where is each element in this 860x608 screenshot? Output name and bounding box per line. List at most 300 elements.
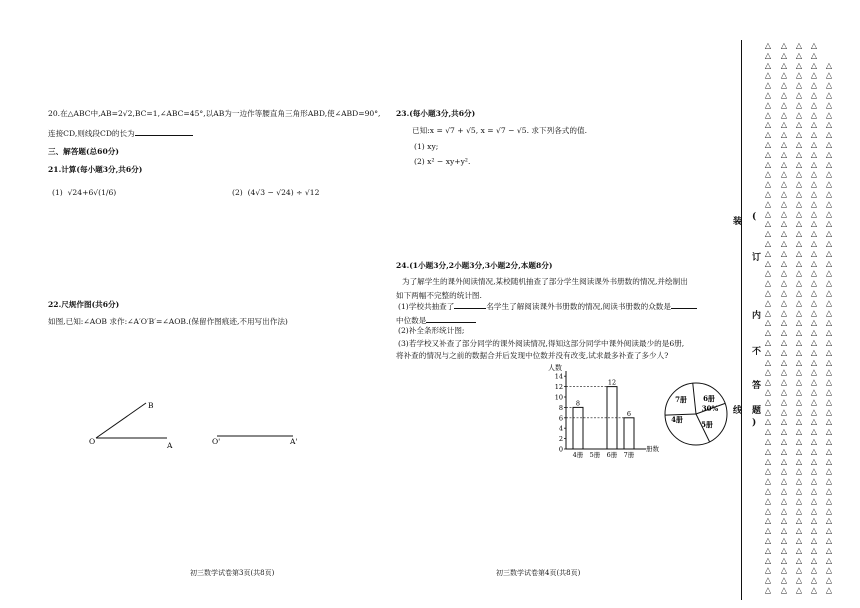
q23-given: 已知:x = √7 + √5, x = √7 − √5. 求下列各式的值. (412, 126, 587, 135)
triangle-mark-icon: △ (764, 328, 772, 338)
triangle-mark-icon: △ (810, 347, 818, 357)
q24-sub1-text-c: 中位数是 (396, 316, 427, 325)
triangle-mark-icon: △ (780, 407, 788, 417)
triangle-mark-icon: △ (780, 526, 788, 536)
label-o-prime: O' (212, 437, 221, 446)
triangle-mark-icon: △ (780, 239, 788, 248)
triangle-mark-icon: △ (825, 427, 833, 437)
triangle-mark-icon: △ (810, 41, 818, 50)
triangle-mark-icon: △ (764, 387, 772, 397)
binding-char-ding: 订 (752, 253, 762, 263)
triangle-mark-icon: △ (825, 437, 833, 446)
binding-char-xian: 线 (733, 406, 743, 416)
triangle-mark-icon: △ (810, 496, 818, 506)
triangle-mark-icon: △ (780, 219, 788, 229)
triangle-mark-icon: △ (825, 367, 833, 377)
triangle-mark-icon: △ (810, 60, 818, 70)
triangle-mark-icon: △ (825, 387, 833, 397)
triangle-mark-icon: △ (795, 110, 803, 120)
triangle-mark-icon: △ (810, 318, 818, 328)
triangle-mark-icon: △ (764, 347, 772, 357)
triangle-mark-icon: △ (764, 417, 772, 427)
x-axis-label: 册数 (646, 445, 659, 453)
triangle-mark-icon: △ (795, 427, 803, 437)
triangle-mark-icon: △ (764, 179, 772, 189)
triangle-mark-icon: △ (825, 248, 833, 258)
triangle-mark-icon: △ (810, 70, 818, 80)
q24-para1a: 为了解学生的课外阅读情况,某校随机抽查了部分学生阅读课外书册数的情况,并绘制出 (402, 277, 688, 286)
y-tick-label: 14 (554, 372, 563, 381)
triangle-mark-icon: △ (795, 120, 803, 130)
triangle-mark-icon: △ (795, 486, 803, 496)
triangle-mark-icon: △ (810, 159, 818, 169)
footer-page4: 初三数学试卷第4页(共8页) (496, 569, 581, 577)
triangle-mark-icon: △ (795, 417, 803, 427)
triangle-mark-icon: △ (764, 338, 772, 347)
triangle-mark-icon: △ (795, 189, 803, 199)
triangle-mark-icon: △ (780, 377, 788, 387)
triangle-mark-icon: △ (825, 456, 833, 466)
triangle-mark-icon: △ (795, 536, 803, 545)
triangle-mark-icon: △ (795, 466, 803, 476)
q21-part2-expression: (4√3 − √24) ÷ √12 (247, 188, 320, 197)
triangle-mark-icon: △ (795, 516, 803, 526)
triangle-mark-icon: △ (795, 456, 803, 466)
triangle-mark-icon: △ (825, 239, 833, 248)
q20-line1: 20.在△ABC中,AB=2√2,BC=1,∠ABC=45°,以AB为一边作等腰直角三角形ABD,使∠ABD=90°, (48, 109, 381, 118)
triangle-mark-icon: △ (780, 140, 788, 149)
triangle-mark-icon: △ (795, 367, 803, 377)
triangle-mark-icon: △ (780, 496, 788, 506)
triangle-mark-icon: △ (780, 367, 788, 377)
q24-sub1-text-a: (1)学校共抽查了 (398, 302, 455, 311)
triangle-mark-icon: △ (795, 496, 803, 506)
y-tick-label: 4 (558, 424, 563, 433)
triangle-mark-icon: △ (825, 575, 833, 585)
triangle-mark-icon: △ (795, 70, 803, 80)
triangle-mark-icon: △ (810, 110, 818, 120)
q21-part1-expression: √24+6√(1/6) (67, 188, 117, 197)
triangle-mark-icon: △ (764, 149, 772, 159)
triangle-mark-icon: △ (810, 397, 818, 407)
triangle-mark-icon: △ (780, 516, 788, 526)
triangle-mark-icon: △ (780, 347, 788, 357)
triangle-mark-icon: △ (825, 179, 833, 189)
triangle-mark-icon: △ (810, 427, 818, 437)
y-tick-label: 10 (554, 393, 563, 402)
triangle-mark-icon: △ (764, 229, 772, 239)
bar-data-label: 6 (626, 409, 632, 418)
triangle-mark-icon: △ (780, 446, 788, 456)
triangle-mark-icon: △ (764, 575, 772, 585)
triangle-mark-icon: △ (780, 565, 788, 575)
triangle-mark-icon: △ (764, 120, 772, 130)
triangle-mark-icon: △ (780, 417, 788, 427)
triangle-mark-icon: △ (764, 536, 772, 545)
triangle-mark-icon: △ (825, 140, 833, 149)
triangle-mark-icon: △ (810, 278, 818, 288)
triangle-mark-icon: △ (825, 149, 833, 159)
triangle-mark-icon: △ (825, 229, 833, 239)
triangle-mark-icon: △ (810, 437, 818, 446)
triangle-mark-icon: △ (795, 328, 803, 338)
triangle-mark-icon: △ (764, 288, 772, 298)
pie-slice-label: 5册 (701, 420, 713, 429)
triangle-mark-icon: △ (795, 565, 803, 575)
triangle-mark-icon: △ (764, 407, 772, 417)
triangle-mark-icon: △ (810, 486, 818, 496)
triangle-mark-icon: △ (825, 486, 833, 496)
triangle-mark-icon: △ (825, 536, 833, 545)
label-b: B (148, 401, 154, 410)
triangle-mark-icon: △ (825, 308, 833, 318)
triangle-mark-icon: △ (764, 516, 772, 526)
q22-text: 如图,已知:∠AOB 求作:∠A′O′B′=∠AOB.(保留作图痕迹,不用写出作法) (48, 317, 288, 326)
triangle-mark-icon: △ (825, 357, 833, 367)
triangle-mark-icon: △ (795, 397, 803, 407)
triangle-mark-icon: △ (764, 268, 772, 278)
triangle-mark-icon: △ (810, 536, 818, 545)
triangle-mark-icon: △ (780, 585, 788, 595)
triangle-mark-icon: △ (780, 248, 788, 258)
triangle-mark-icon: △ (825, 110, 833, 120)
triangle-mark-icon: △ (795, 50, 803, 60)
triangle-mark-icon: △ (810, 298, 818, 308)
q24-sub1-text-b: 名学生了解阅读课外书册数的情况,阅读书册数的众数是 (486, 302, 671, 311)
triangle-mark-icon: △ (810, 239, 818, 248)
y-tick-label: 0 (558, 445, 563, 454)
triangle-mark-icon: △ (795, 555, 803, 565)
triangle-mark-icon: △ (795, 100, 803, 110)
triangle-mark-icon: △ (795, 199, 803, 209)
triangle-mark-icon: △ (764, 199, 772, 209)
triangle-mark-icon: △ (810, 179, 818, 189)
triangle-mark-icon: △ (810, 120, 818, 130)
triangle-mark-icon: △ (780, 209, 788, 219)
triangle-mark-icon: △ (810, 90, 818, 100)
triangle-mark-icon: △ (795, 288, 803, 298)
triangle-mark-icon: △ (795, 80, 803, 90)
triangle-mark-icon: △ (810, 248, 818, 258)
triangle-mark-icon: △ (810, 407, 818, 417)
triangle-mark-icon: △ (810, 565, 818, 575)
category-label: 5册 (589, 451, 601, 459)
binding-char-zhuang: 装 (733, 217, 743, 227)
triangle-mark-icon: △ (795, 446, 803, 456)
triangle-mark-icon: △ (825, 288, 833, 298)
triangle-mark-icon: △ (810, 417, 818, 427)
q24-para1b: 如下两幅不完整的统计图. (396, 291, 482, 300)
triangle-mark-icon: △ (780, 288, 788, 298)
triangle-mark-icon: △ (795, 60, 803, 70)
triangle-mark-icon: △ (764, 308, 772, 318)
triangle-mark-icon: △ (795, 506, 803, 516)
triangle-mark-icon: △ (780, 387, 788, 397)
triangle-mark-icon: △ (795, 437, 803, 446)
triangle-mark-icon: △ (825, 199, 833, 209)
triangle-mark-icon: △ (764, 110, 772, 120)
triangle-mark-icon: △ (780, 90, 788, 100)
triangle-mark-icon: △ (795, 159, 803, 169)
triangle-mark-icon: △ (825, 268, 833, 278)
triangle-mark-icon: △ (764, 169, 772, 179)
triangle-mark-icon: △ (780, 100, 788, 110)
triangle-mark-icon: △ (764, 427, 772, 437)
y-tick-label: 2 (558, 435, 563, 444)
triangle-mark-icon: △ (780, 169, 788, 179)
triangle-mark-icon: △ (764, 585, 772, 595)
triangle-mark-icon: △ (764, 397, 772, 407)
triangle-mark-icon: △ (764, 357, 772, 367)
triangle-mark-icon: △ (810, 526, 818, 536)
triangle-mark-icon: △ (795, 149, 803, 159)
triangle-mark-icon: △ (810, 219, 818, 229)
triangle-mark-icon: △ (795, 298, 803, 308)
triangle-mark-icon: △ (795, 268, 803, 278)
triangle-mark-icon: △ (780, 318, 788, 328)
q24-sub3b: 将补查的情况与之前的数据合并后发现中位数并没有改变,试求最多补查了多少人? (396, 351, 669, 360)
triangle-mark-icon: △ (780, 258, 788, 268)
triangle-mark-icon: △ (764, 189, 772, 199)
triangle-mark-icon: △ (825, 565, 833, 575)
triangle-mark-icon: △ (825, 377, 833, 387)
triangle-mark-icon: △ (810, 476, 818, 486)
triangle-mark-icon: △ (795, 41, 803, 50)
triangle-mark-icon: △ (825, 506, 833, 516)
triangle-mark-icon: △ (825, 347, 833, 357)
triangle-mark-icon: △ (780, 60, 788, 70)
q20-text: 连接CD,则线段CD的长为 (48, 129, 135, 138)
triangle-mark-icon: △ (764, 565, 772, 575)
triangle-mark-icon: △ (795, 407, 803, 417)
triangle-mark-icon: △ (810, 169, 818, 179)
triangle-mark-icon: △ (764, 159, 772, 169)
section-score: (总60分) (85, 147, 119, 156)
triangle-mark-icon: △ (810, 50, 818, 60)
triangle-mark-icon: △ (780, 199, 788, 209)
triangle-mark-icon: △ (764, 50, 772, 60)
triangle-mark-icon: △ (825, 70, 833, 80)
triangle-mark-icon: △ (825, 169, 833, 179)
triangle-mark-icon: △ (764, 318, 772, 328)
triangle-mark-icon: △ (795, 90, 803, 100)
triangle-mark-icon: △ (780, 120, 788, 130)
triangle-mark-icon: △ (825, 585, 833, 595)
triangle-mark-icon: △ (764, 476, 772, 486)
triangle-mark-icon: △ (795, 248, 803, 258)
triangle-mark-icon: △ (795, 526, 803, 536)
q21-title: 21.计算(每小题3分,共6分) (48, 165, 143, 174)
triangle-mark-icon: △ (780, 70, 788, 80)
triangle-mark-icon: △ (780, 397, 788, 407)
triangle-mark-icon: △ (764, 437, 772, 446)
triangle-mark-icon: △ (780, 298, 788, 308)
triangle-mark-icon: △ (810, 328, 818, 338)
triangle-mark-icon: △ (780, 268, 788, 278)
triangle-mark-icon: △ (810, 506, 818, 516)
triangle-mark-icon: △ (780, 41, 788, 50)
binding-char-bu: 不 (752, 347, 762, 357)
y-tick-label: 8 (558, 403, 563, 412)
triangle-mark-icon: △ (810, 585, 818, 595)
triangle-mark-icon: △ (795, 347, 803, 357)
triangle-mark-icon: △ (825, 397, 833, 407)
triangle-mark-icon: △ (764, 219, 772, 229)
pie-slice-label: 6册 (703, 394, 715, 403)
y-axis-label: 人数 (548, 364, 562, 372)
triangle-mark-icon: △ (764, 298, 772, 308)
triangle-mark-icon: △ (764, 486, 772, 496)
triangle-mark-icon: △ (810, 100, 818, 110)
triangle-mark-icon: △ (764, 526, 772, 536)
triangle-mark-icon: △ (780, 130, 788, 140)
q23-part1: (1) xy; (414, 142, 439, 151)
triangle-mark-icon: △ (795, 575, 803, 585)
triangle-mark-icon: △ (810, 338, 818, 347)
triangle-mark-icon: △ (825, 120, 833, 130)
triangle-mark-icon: △ (764, 70, 772, 80)
category-label: 6册 (606, 451, 618, 459)
q23-part2: (2) x² − xy+y². (414, 157, 471, 166)
triangle-mark-icon: △ (795, 209, 803, 219)
triangle-mark-icon: △ (825, 555, 833, 565)
triangle-mark-icon: △ (795, 338, 803, 347)
triangle-mark-icon: △ (780, 466, 788, 476)
triangle-mark-icon: △ (810, 367, 818, 377)
triangle-mark-icon: △ (795, 387, 803, 397)
triangle-mark-icon: △ (780, 575, 788, 585)
triangle-mark-icon: △ (764, 496, 772, 506)
bar-data-label: 8 (575, 399, 581, 408)
triangle-mark-icon: △ (825, 130, 833, 140)
triangle-mark-icon: △ (825, 100, 833, 110)
triangle-mark-icon: △ (780, 476, 788, 486)
triangle-mark-icon: △ (810, 130, 818, 140)
triangle-mark-icon: △ (764, 209, 772, 219)
triangle-mark-icon: △ (764, 90, 772, 100)
triangle-mark-icon: △ (780, 328, 788, 338)
triangle-mark-icon: △ (825, 476, 833, 486)
triangle-mark-icon: △ (810, 308, 818, 318)
triangle-mark-icon: △ (764, 456, 772, 466)
triangle-mark-icon: △ (764, 41, 772, 50)
q22-title: 22.尺规作图(共6分) (48, 300, 120, 309)
triangle-mark-icon: △ (810, 140, 818, 149)
triangle-mark-icon: △ (780, 536, 788, 545)
triangle-mark-icon: △ (825, 258, 833, 268)
triangle-mark-icon: △ (780, 486, 788, 496)
triangle-mark-icon: △ (780, 229, 788, 239)
triangle-mark-icon: △ (825, 466, 833, 476)
section-title-text: 三、解答题 (48, 147, 86, 156)
q24-sub2: (2)补全条形统计图; (398, 326, 465, 335)
triangle-mark-icon: △ (810, 446, 818, 456)
q21-part1-label: (1) (52, 188, 63, 197)
triangle-mark-icon: △ (825, 328, 833, 338)
triangle-mark-icon: △ (810, 149, 818, 159)
triangle-mark-icon: △ (780, 159, 788, 169)
binding-open-paren: ( (752, 212, 757, 222)
triangle-mark-icon: △ (810, 229, 818, 239)
triangle-mark-icon: △ (810, 456, 818, 466)
triangle-mark-icon: △ (825, 209, 833, 219)
triangle-mark-icon: △ (825, 189, 833, 199)
triangle-mark-icon: △ (810, 387, 818, 397)
label-a-prime: A' (290, 437, 298, 446)
triangle-mark-icon: △ (810, 377, 818, 387)
triangle-mark-icon: △ (825, 60, 833, 70)
triangle-mark-icon: △ (764, 545, 772, 555)
triangle-mark-icon: △ (825, 446, 833, 456)
triangle-mark-icon: △ (810, 209, 818, 219)
q24-sub3a: (3)若学校又补查了部分同学的课外阅读情况,得知这部分同学中课外阅读最少的是6册, (398, 339, 685, 348)
triangle-mark-icon: △ (795, 258, 803, 268)
triangle-mark-icon: △ (825, 278, 833, 288)
triangle-mark-icon: △ (780, 50, 788, 60)
triangle-mark-icon: △ (810, 516, 818, 526)
triangle-mark-icon: △ (810, 258, 818, 268)
triangle-mark-icon: △ (764, 367, 772, 377)
triangle-mark-icon: △ (825, 526, 833, 536)
triangle-mark-icon: △ (780, 189, 788, 199)
triangle-mark-icon: △ (795, 140, 803, 149)
binding-char-ti: 题 (752, 406, 762, 416)
triangle-mark-icon: △ (825, 338, 833, 347)
triangle-mark-icon: △ (780, 506, 788, 516)
pie-slice-label: 4册 (671, 415, 683, 424)
triangle-mark-icon: △ (764, 555, 772, 565)
triangle-mark-icon: △ (780, 545, 788, 555)
triangle-mark-icon: △ (795, 377, 803, 387)
triangle-mark-icon: △ (764, 140, 772, 149)
triangle-mark-icon: △ (780, 110, 788, 120)
triangle-mark-icon: △ (764, 100, 772, 110)
triangle-mark-icon: △ (795, 229, 803, 239)
triangle-mark-icon: △ (795, 278, 803, 288)
binding-close-paren: ) (752, 418, 757, 428)
triangle-mark-icon: △ (810, 189, 818, 199)
pie-percent-label: 30% (701, 404, 719, 413)
category-label: 7册 (623, 451, 635, 459)
triangle-mark-icon: △ (795, 318, 803, 328)
triangle-mark-icon: △ (764, 130, 772, 140)
triangle-mark-icon: △ (780, 456, 788, 466)
triangle-mark-icon: △ (825, 516, 833, 526)
triangle-mark-icon: △ (795, 239, 803, 248)
triangle-mark-icon: △ (825, 298, 833, 308)
triangle-mark-icon: △ (810, 80, 818, 90)
triangle-mark-icon: △ (780, 338, 788, 347)
bar-data-label: 12 (607, 378, 617, 387)
q23-title: 23.(每小题3分,共6分) (396, 109, 476, 118)
triangle-mark-icon: △ (780, 149, 788, 159)
label-o: O (89, 437, 96, 446)
binding-char-da: 答 (752, 381, 762, 391)
triangle-mark-icon: △ (825, 159, 833, 169)
triangle-mark-icon: △ (810, 357, 818, 367)
q21-part2-label: (2) (232, 188, 243, 197)
triangle-mark-icon: △ (780, 179, 788, 189)
triangle-mark-icon: △ (810, 575, 818, 585)
pie-slice-label: 7册 (675, 395, 687, 404)
triangle-mark-icon: △ (795, 545, 803, 555)
triangle-mark-icon: △ (764, 248, 772, 258)
label-a: A (167, 441, 173, 450)
triangle-mark-icon: △ (780, 555, 788, 565)
triangle-mark-icon: △ (764, 506, 772, 516)
triangle-mark-icon: △ (795, 130, 803, 140)
triangle-mark-icon: △ (825, 496, 833, 506)
